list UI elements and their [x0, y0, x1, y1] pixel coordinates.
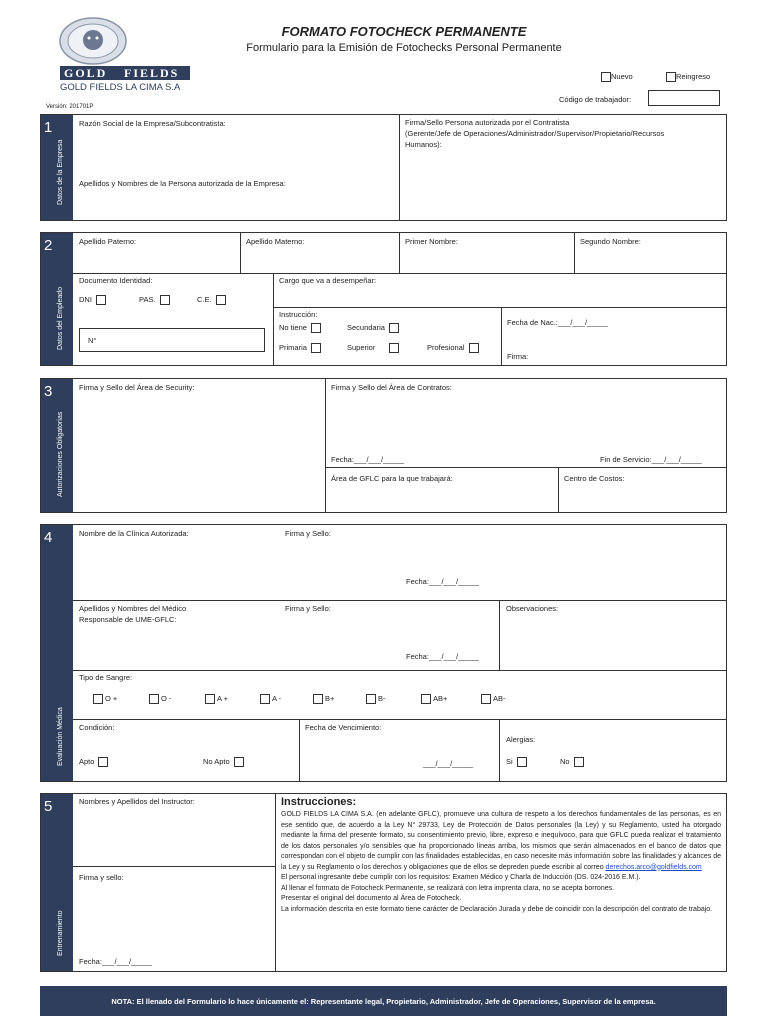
secundaria-checkbox[interactable] [389, 323, 399, 333]
firma-contratista-label-2: (Gerente/Jefe de Operaciones/Administrador/Supervisor/Propietario/Recursos [405, 129, 665, 138]
medico-label-1: Apellidos y Nombres del Médico [79, 604, 187, 613]
logo-word-gold: GOLD [64, 66, 108, 80]
section-5-number: 5 [44, 798, 53, 815]
numero-documento-input[interactable] [79, 328, 265, 352]
section-5-label: Entrenamiento [57, 910, 64, 956]
profesional-label: Profesional [427, 343, 465, 352]
secundaria-label: Secundaria [347, 323, 385, 332]
apellido-materno-label: Apellido Materno: [246, 237, 305, 246]
superior-checkbox[interactable] [389, 343, 399, 353]
section-3-autorizaciones [40, 378, 727, 513]
sangre-o-pos-label: O + [105, 694, 118, 703]
pas-label: PAS. [139, 295, 156, 304]
sangre-o-neg-checkbox[interactable] [149, 694, 159, 704]
alergias-si-label: Si [506, 757, 513, 766]
nuevo-label: Nuevo [611, 72, 633, 81]
profesional-checkbox[interactable] [469, 343, 479, 353]
sangre-a-pos-label: A + [217, 694, 229, 703]
logo-word-fields: FIELDS [124, 66, 180, 80]
alergias-no-label: No [560, 757, 570, 766]
codigo-label: Código de trabajador: [559, 95, 632, 104]
section-4-evaluacion-medica [40, 524, 727, 782]
medico-label-2: Responsable de UME-GFLC: [79, 615, 177, 624]
security-label: Firma y Sello del Área de Security: [79, 383, 195, 392]
fecha-nac-label: Fecha de Nac.:___/___/_____ [507, 318, 608, 327]
medico-firma-label: Firma y Sello: [285, 604, 331, 613]
nuevo-checkbox[interactable] [601, 72, 611, 82]
instr-p4: Presentar el original del documento al Área de Fotocheck. [281, 895, 462, 902]
ce-label: C.E. [197, 295, 212, 304]
alergias-no-checkbox[interactable] [574, 757, 584, 767]
sangre-ab-pos-checkbox[interactable] [421, 694, 431, 704]
firma-contratista-label-1: Firma/Sello Persona autorizada por el Contratista [405, 118, 570, 127]
section-4-label: Evaluación Médica [57, 707, 64, 766]
apellidos-autorizada-field[interactable] [73, 175, 399, 221]
primer-nombre-label: Primer Nombre: [405, 237, 458, 246]
ce-checkbox[interactable] [216, 295, 226, 305]
pas-checkbox[interactable] [160, 295, 170, 305]
sangre-ab-neg-label: AB- [493, 694, 506, 703]
instructor-fecha-label: Fecha:___/___/_____ [79, 957, 152, 966]
instr-p3: Al llenar el formato de Fotocheck Permanente, se realizará con letra imprenta clara, no se acepta borrones. [281, 884, 615, 892]
observaciones-label: Observaciones: [506, 604, 559, 613]
area-gflc-label: Área de GFLC para la que trabajará: [331, 474, 453, 483]
instr-p1: GOLD FIELDS LA CIMA S.A. (en adelante GFLC), promueve una cultura de respeto a los derechos fundamentales de las personas, es en ese sentido que, de acuerdo a la Ley N° 29733, Ley de Protección de Datos personales (la Ley) y su Reglamento, usted ha otorgado mediante la firma del presente formato, su consentimiento previo, libre, expreso e inequívoco, para que GFLC pueda realizar el tratamiento de los datos personales y/o sensibles que ha proporcionado líneas arriba, los mismos que serán almacenados en el banco de datos que correspondan con el objeto de cumplir con las finalidades establecidas, en caso necesite más información sobre las finalidades y alcances de la Ley y su Reglamento o los derechos y obligaciones que de ellos se depreden puede escribir al correo [281, 811, 721, 871]
instructor-label: Nombres y Apellidos del Instructor: [79, 797, 195, 806]
centro-costos-label: Centro de Costos: [564, 474, 625, 483]
section-1-number: 1 [44, 119, 53, 136]
email-link[interactable]: derechos.arco@goldfields.com [605, 863, 702, 871]
footer-nota-bar [40, 986, 727, 1016]
section-5-sidebar [41, 794, 73, 971]
section-2-label: Datos del Empleado [57, 286, 64, 350]
superior-label: Superior [347, 343, 376, 352]
sangre-b-neg-label: B- [378, 694, 386, 703]
clinica-firma-label: Firma y Sello: [285, 529, 331, 538]
section-2-number: 2 [44, 237, 53, 254]
sangre-a-neg-label: A - [272, 694, 282, 703]
section-1-sidebar [41, 115, 73, 220]
codigo-input[interactable] [648, 90, 720, 106]
section-3-label: Autorizaciones Obligatorias [57, 411, 64, 497]
numero-label: N° [88, 336, 97, 345]
sangre-a-pos-checkbox[interactable] [205, 694, 215, 704]
razon-social-field[interactable] [73, 115, 399, 175]
section-3-sidebar [41, 379, 73, 512]
reingreso-checkbox[interactable] [666, 72, 676, 82]
alergias-label: Alergias: [506, 735, 536, 744]
clinica-label: Nombre de la Clínica Autorizada: [79, 529, 189, 538]
section-1-datos-empresa [40, 114, 727, 221]
section-4-sidebar [41, 525, 73, 781]
firma-empleado-label: Firma: [507, 352, 529, 361]
sangre-a-neg-checkbox[interactable] [260, 694, 270, 704]
vencimiento-label: Fecha de Vencimiento: [305, 723, 382, 732]
section-4-number: 4 [44, 529, 53, 546]
tipo-sangre-label: Tipo de Sangre: [79, 673, 133, 682]
firma-contratista-field[interactable] [400, 115, 726, 220]
sangre-o-neg-label: O - [161, 694, 172, 703]
medico-fecha-label: Fecha:___/___/_____ [406, 652, 479, 661]
page-subtitle: Formulario para la Emisión de Fotochecks Personal Permanente [246, 42, 562, 54]
apellido-paterno-label: Apellido Paterno: [79, 237, 137, 246]
no-apto-label: No Apto [203, 757, 230, 766]
sangre-b-pos-label: B+ [325, 694, 335, 703]
firma-contratista-label-3: Humanos): [405, 140, 442, 149]
no-tiene-checkbox[interactable] [311, 323, 321, 333]
section-3-number: 3 [44, 383, 53, 400]
page-title: FORMATO FOTOCHECK PERMANENTE [281, 24, 527, 39]
instrucciones-title: Instrucciones: [281, 796, 357, 808]
sangre-o-pos-checkbox[interactable] [93, 694, 103, 704]
logo-tagline: GOLD FIELDS LA CIMA S.A [60, 82, 181, 93]
no-tiene-label: No tiene [279, 323, 307, 332]
documento-identidad-label: Documento Identidad: [79, 276, 153, 285]
condicion-label: Condición: [79, 723, 115, 732]
apto-label: Apto [79, 757, 95, 766]
vencimiento-fecha-label: ___/___/_____ [423, 759, 474, 768]
sangre-b-pos-checkbox[interactable] [313, 694, 323, 704]
contratos-label: Firma y Sello del Área de Contratos: [331, 383, 452, 392]
fin-servicio-label: Fin de Servicio:___/___/_____ [600, 455, 702, 464]
instr-p2: El personal ingresante debe cumplir con los requisitos: Examen Médico y Charla de Inducción (DS. 024-2016 E.M.). [281, 874, 641, 881]
apellidos-autorizada-label: Apellidos y Nombres de la Persona autorizada de la Empresa: [79, 179, 286, 188]
instr-p5: La información descrita en este formato tiene carácter de Declaración Jurada y debe de coincidir con la descripción del contrato de trabajo. [281, 905, 713, 913]
sangre-ab-pos-label: AB+ [433, 694, 448, 703]
reingreso-label: Reingreso [676, 72, 711, 81]
instruccion-label: Instrucción: [279, 310, 318, 319]
cargo-label: Cargo que va a desempeñar: [279, 276, 377, 285]
sangre-b-neg-checkbox[interactable] [366, 694, 376, 704]
alergias-si-checkbox[interactable] [517, 757, 527, 767]
section-2-datos-empleado [40, 232, 727, 366]
sangre-ab-neg-checkbox[interactable] [481, 694, 491, 704]
section-1-label: Datos de la Empresa [57, 139, 64, 205]
dni-label: DNI [79, 295, 92, 304]
section-2-sidebar [41, 233, 73, 365]
razon-social-label: Razón Social de la Empresa/Subcontratista: [79, 119, 226, 128]
no-apto-checkbox[interactable] [234, 757, 244, 767]
version-label: Versión: 201701P [46, 104, 94, 110]
apto-checkbox[interactable] [98, 757, 108, 767]
footer-nota: NOTA: El llenado del Formulario lo hace únicamente el: Representante legal, Propietario, Administrador, Jefe de Operaciones, Supervisor de la empresa. [111, 996, 656, 1006]
primaria-label: Primaria [279, 343, 307, 352]
instructor-firma-label: Firma y sello: [79, 873, 124, 882]
section-5-entrenamiento [40, 793, 727, 972]
segundo-nombre-label: Segundo Nombre: [580, 237, 641, 246]
contratos-fecha-label: Fecha:___/___/_____ [331, 455, 404, 464]
dni-checkbox[interactable] [96, 295, 106, 305]
clinica-fecha-label: Fecha:___/___/_____ [406, 577, 479, 586]
primaria-checkbox[interactable] [311, 343, 321, 353]
